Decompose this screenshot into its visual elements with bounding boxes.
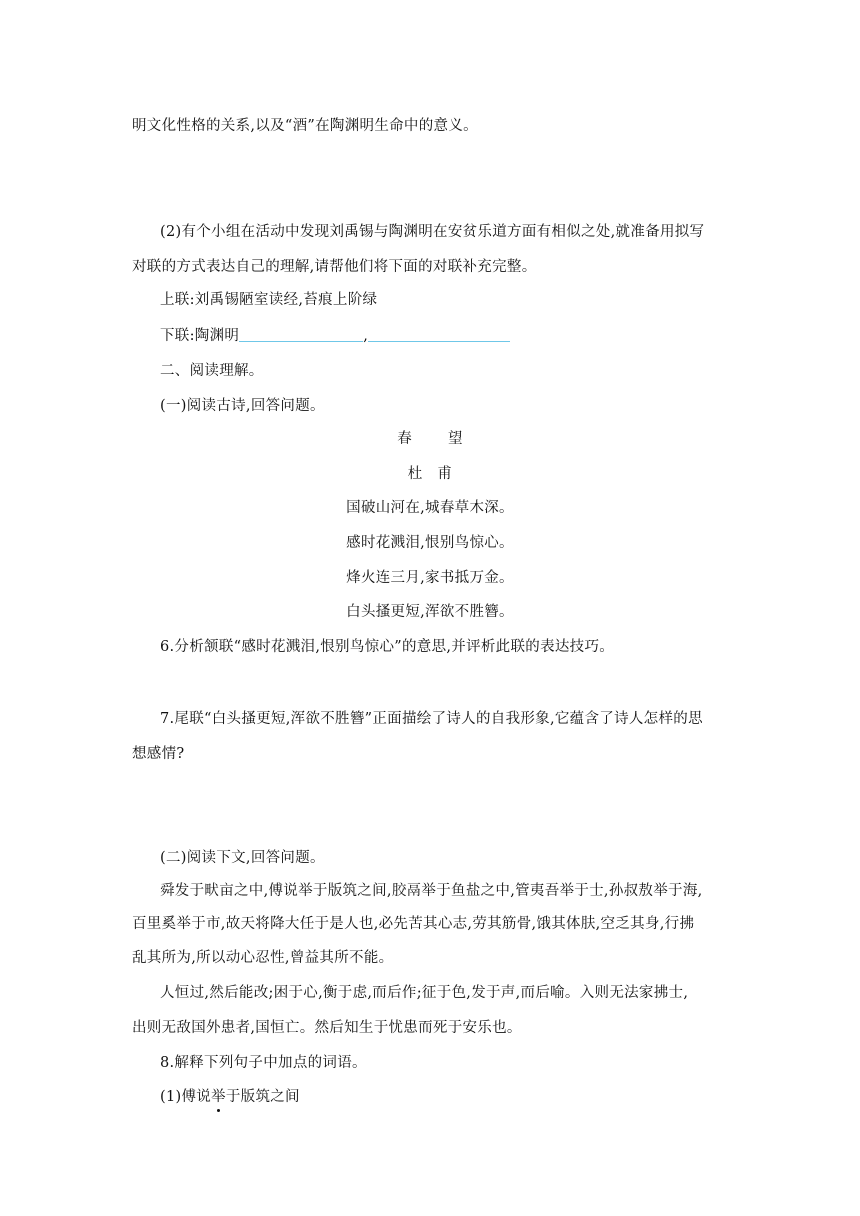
poem-line-1: 国破山河在,城春草木深。 — [346, 500, 514, 516]
question-2-line-1: (2)有个小组在活动中发现刘禹锡与陶渊明在安贫乐道方面有相似之处,就准备用拟写 — [160, 224, 705, 240]
question-7-line-2: 想感情? — [132, 746, 185, 762]
subsection-2-title: (二)阅读下文,回答问题。 — [160, 850, 325, 866]
poem-title-char-1: 春 — [397, 431, 412, 447]
section-2-title: 二、阅读理解。 — [160, 363, 264, 379]
couplet-lower — [160, 326, 510, 346]
couplet-upper: 上联:刘禹锡陋室读经,苔痕上阶绿 — [160, 292, 378, 308]
passage-para-1-line-1: 舜发于畎亩之中,傅说举于版筑之间,胶鬲举于鱼盐之中,管夷吾举于士,孙叔敖举于海, — [160, 883, 703, 899]
passage-para-2-line-2: 出则无敌国外患者,国恒亡。然后知生于忧患而死于安乐也。 — [132, 1020, 522, 1036]
q8-item-1-before: (1)傅说 — [160, 1089, 212, 1105]
poem-author: 杜 甫 — [407, 466, 453, 482]
subsection-1-title: (一)阅读古诗,回答问题。 — [160, 398, 325, 414]
question-7-line-1: 7.尾联“白头搔更短,浑欲不胜簪”正面描绘了诗人的自我形象,它蕴含了诗人怎样的思 — [160, 711, 703, 727]
paragraph-continuation: 明文化性格的关系,以及“酒”在陶渊明生命中的意义。 — [132, 118, 478, 134]
couplet-lower-prefix: 下联:陶渊明 — [160, 328, 240, 344]
poem-title — [0, 429, 860, 449]
question-2-line-2: 对联的方式表达自己的理解,请帮他们将下面的对联补充完整。 — [132, 259, 537, 275]
question-6: 6.分析颔联“感时花溅泪,恨别鸟惊心”的意思,并评析此联的表达技巧。 — [160, 639, 615, 655]
poem-line-4: 白头搔更短,浑欲不胜簪。 — [346, 604, 514, 620]
answer-blank-2[interactable] — [368, 340, 510, 342]
answer-blank-1[interactable] — [239, 340, 363, 342]
couplet-lower-comma: , — [363, 328, 369, 344]
poem-title-char-2: 望 — [448, 431, 463, 447]
poem-line-2: 感时花溅泪,恨别鸟惊心。 — [346, 535, 514, 551]
passage-para-1-line-2: 百里奚举于市,故天将降大任于是人也,必先苦其心志,劳其筋骨,饿其体肤,空乏其身,行拂 — [132, 916, 695, 932]
emphasis-dot-word: 举 — [211, 1089, 226, 1105]
question-8-item-1 — [160, 1087, 300, 1107]
passage-para-2-line-1: 人恒过,然后能改;困于心,衡于虑,而后作;征于色,发于声,而后喻。入则无法家拂士, — [160, 985, 689, 1001]
passage-para-1-line-3: 乱其所为,所以动心忍性,曾益其所不能。 — [132, 950, 394, 966]
question-8-title: 8.解释下列句子中加点的词语。 — [160, 1055, 367, 1071]
q8-item-1-after: 于版筑之间 — [225, 1089, 300, 1105]
poem-line-3: 烽火连三月,家书抵万金。 — [346, 570, 514, 586]
